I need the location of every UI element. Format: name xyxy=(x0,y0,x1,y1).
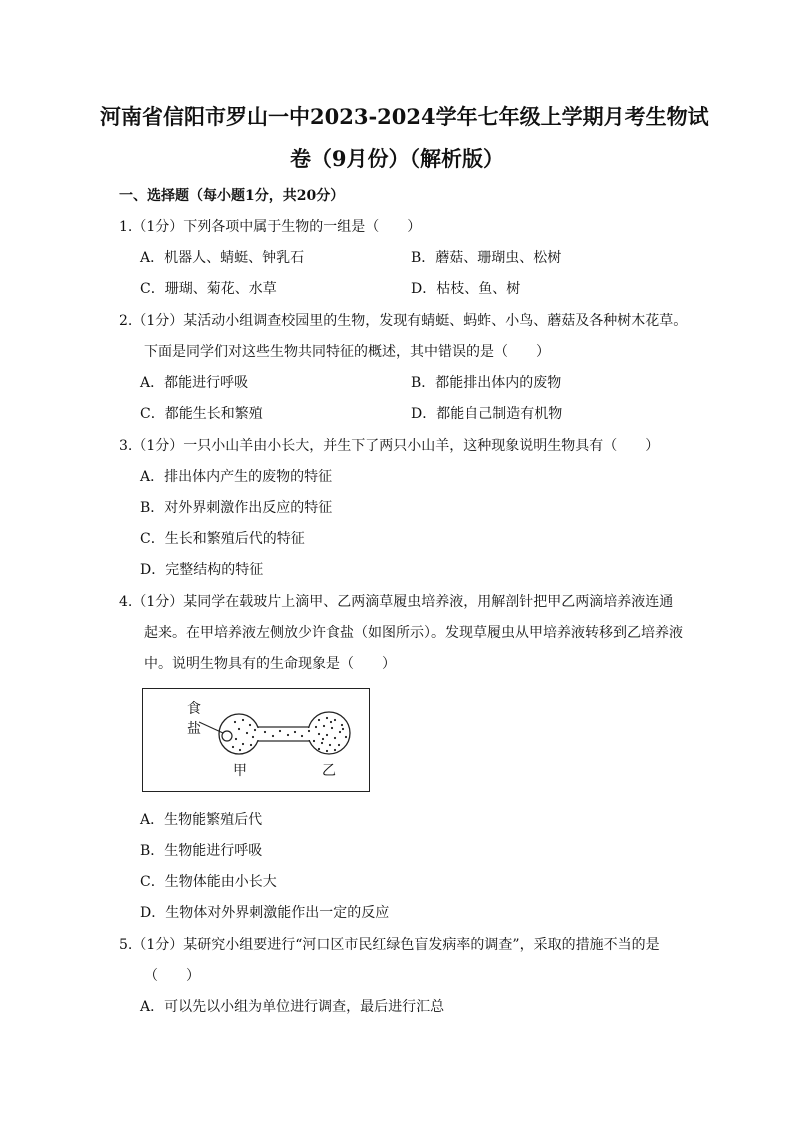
question-2-option-b: B．都能排出体内的废物 xyxy=(411,375,562,391)
diagram-svg xyxy=(143,689,369,791)
question-4-option-a: A．生物能繁殖后代 xyxy=(140,812,263,828)
drop-yi xyxy=(308,712,350,754)
question-2-stem-line-1: 2.（1分）某活动小组调查校园里的生物，发现有蜻蜓、蚂蚱、小鸟、蘑菇及各种树木花草。 xyxy=(119,313,688,329)
question-1-option-b: B．蘑菇、珊瑚虫、松树 xyxy=(411,250,562,266)
question-1-stem: 1.（1分）下列各项中属于生物的一组是（ ） xyxy=(119,219,422,235)
question-5-stem-line-1: 5.（1分）某研究小组要进行“河口区市民红绿色盲发病率的调查”，采取的措施不当的是 xyxy=(119,937,660,953)
question-4-stem-line-2: 起来。在甲培养液左侧放少许食盐（如图所示）。发现草履虫从甲培养液转移到乙培养液 xyxy=(144,625,683,641)
question-4-option-b: B．生物能进行呼吸 xyxy=(140,843,263,859)
connecting-channel xyxy=(253,727,315,741)
question-2-option-c: C．都能生长和繁殖 xyxy=(140,406,263,422)
paramecium-salt-diagram xyxy=(142,688,370,792)
seam-left xyxy=(256,728,261,740)
label-jia: 甲 xyxy=(233,763,247,779)
question-4-stem-line-3: 中。说明生物具有的生命现象是（ ） xyxy=(144,656,396,672)
question-4-option-c: C．生物体能由小长大 xyxy=(140,874,277,890)
label-yi: 乙 xyxy=(322,763,336,779)
question-4-option-d: D．生物体对外界刺激能作出一定的反应 xyxy=(140,905,390,921)
question-1-option-a: A．机器人、蜻蜓、钟乳石 xyxy=(140,250,305,266)
page-title-line-1: 河南省信阳市罗山一中2023-2024学年七年级上学期月考生物试 xyxy=(100,104,709,129)
question-3-option-a: A．排出体内产生的废物的特征 xyxy=(140,469,333,485)
label-salt-top: 食 xyxy=(187,701,201,717)
question-3-stem: 3.（1分）一只小山羊由小长大，并生下了两只小山羊，这种现象说明生物具有（ ） xyxy=(119,438,660,454)
question-4-stem-line-1: 4.（1分）某同学在载玻片上滴甲、乙两滴草履虫培养液，用解剖针把甲乙两滴培养液连通 xyxy=(119,594,674,610)
section-heading: 一、选择题（每小题1分，共20分） xyxy=(119,188,345,204)
question-5-option-a: A．可以先以小组为单位进行调查，最后进行汇总 xyxy=(140,999,445,1015)
seam-right xyxy=(306,728,314,740)
question-3-option-c: C．生长和繁殖后代的特征 xyxy=(140,531,305,547)
question-2-option-a: A．都能进行呼吸 xyxy=(140,375,249,391)
question-1-option-d: D．枯枝、鱼、树 xyxy=(411,281,521,297)
question-2-option-d: D．都能自己制造有机物 xyxy=(411,406,563,422)
question-5-stem-line-2: （ ） xyxy=(144,968,200,984)
question-3-option-b: B．对外界刺激作出反应的特征 xyxy=(140,500,333,516)
label-salt-bottom: 盐 xyxy=(187,721,201,737)
salt-crystal xyxy=(222,731,232,741)
question-2-stem-line-2: 下面是同学们对这些生物共同特征的概述，其中错误的是（ ） xyxy=(144,344,550,360)
page-title-line-2: 卷（9月份）（解析版） xyxy=(289,146,505,171)
question-3-option-d: D．完整结构的特征 xyxy=(140,562,264,578)
question-1-option-c: C．珊瑚、菊花、水草 xyxy=(140,281,277,297)
